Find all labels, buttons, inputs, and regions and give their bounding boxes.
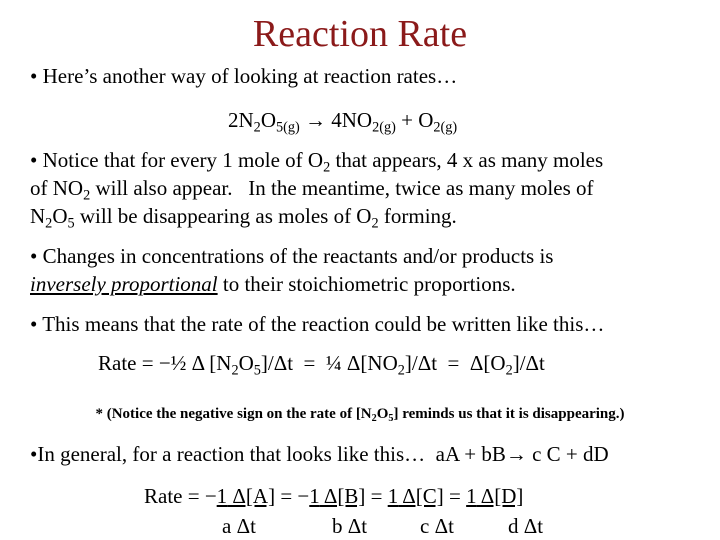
bullet-rate-intro	[30, 310, 604, 338]
text-run: ]/Δt	[512, 351, 545, 375]
delta-t: Δt	[434, 514, 454, 538]
subscript: 2	[83, 187, 91, 204]
subscript: 2	[323, 159, 331, 176]
text-run: O	[52, 204, 68, 228]
delta-term: Δ[B]	[319, 484, 366, 508]
delta-term: Δ[A]	[227, 484, 276, 508]
bullet-line	[30, 146, 603, 174]
bullet-marker: •	[30, 64, 38, 88]
denominator-d	[508, 512, 543, 540]
text-run: O	[238, 351, 254, 375]
bullet-marker: •	[30, 312, 38, 336]
eq-element: O	[260, 108, 276, 132]
minus-sign: −	[204, 484, 217, 508]
fraction-numerator: 1	[309, 484, 320, 508]
fraction-numerator: 1	[466, 484, 477, 508]
bullet-line	[30, 270, 553, 298]
bullet-marker: •	[30, 442, 38, 466]
subscript: 2	[371, 215, 379, 232]
reaction-arrow-icon: →	[305, 108, 327, 132]
text-run: of NO	[30, 176, 84, 200]
eq-subscript: 2	[253, 119, 261, 136]
text-run: ]/Δt = ¼ Δ[NO	[260, 351, 398, 375]
denominator-b	[332, 512, 367, 540]
eq-element: N	[238, 108, 254, 132]
bullet-marker: •	[30, 244, 38, 268]
text-run: In general, for a reaction that looks like this… aA + bB→ c C + dD	[37, 442, 609, 466]
negative-sign-note	[0, 406, 720, 423]
coefficient: d	[508, 514, 519, 538]
subscript: 2	[505, 362, 513, 379]
bullet-mole-ratio	[30, 146, 603, 230]
decomposition-equation	[228, 106, 457, 134]
emphasis-text: inversely proportional	[30, 272, 218, 296]
bullet-line	[30, 202, 603, 230]
subscript: 2	[397, 362, 405, 379]
subscript: 5	[388, 413, 394, 425]
eq-subscript: 2(g)	[372, 119, 396, 136]
eq-element: NO	[341, 108, 373, 132]
text-run: Rate =	[144, 484, 200, 508]
coefficient: b	[332, 514, 343, 538]
text-run: ]/Δt = Δ[O	[404, 351, 506, 375]
minus-sign: −	[297, 484, 310, 508]
eq-subscript: 2(g)	[433, 119, 458, 136]
text-run: Notice that for every 1 mole of O	[42, 148, 324, 172]
text-run: This means that the rate of the reaction could be written like this…	[42, 312, 605, 336]
slide-title: Reaction Rate	[252, 13, 468, 55]
fraction-numerator: 1	[387, 484, 399, 508]
equals-sign: =	[443, 484, 467, 508]
text-run: ] reminds us that it is disappearing.)	[393, 406, 625, 422]
delta-t: Δt	[347, 514, 368, 538]
text-run: Changes in concentrations of the reactants and/or products is	[42, 244, 554, 268]
eq-state: (g)	[283, 119, 300, 136]
denominator-c	[420, 512, 454, 540]
denominator-a	[222, 512, 256, 540]
eq-subscript: 5	[275, 119, 284, 136]
bullet-marker: •	[30, 148, 38, 172]
bullet-line	[30, 174, 603, 202]
general-rate-expression	[144, 482, 523, 510]
subscript: 5	[253, 362, 261, 379]
delta-term: Δ[D]	[476, 484, 524, 508]
text-run: that appears, 4 x as many moles	[330, 148, 604, 172]
subscript: 2	[231, 362, 239, 379]
coefficient: c	[420, 514, 430, 538]
text-run: * (Notice the negative sign on the rate of [N	[95, 406, 372, 422]
bullet-inverse-proportional	[30, 242, 553, 298]
text-run: will also appear. In the meantime, twice as many moles of	[90, 176, 594, 200]
text-run: forming.	[378, 204, 457, 228]
equals-sign: =	[365, 484, 388, 508]
delta-t: Δt	[236, 514, 256, 538]
eq-coefficient: 2	[228, 108, 239, 132]
bullet-general-reaction	[30, 440, 609, 468]
eq-element: O	[418, 108, 434, 132]
text-run: will be disappearing as moles of O	[74, 204, 372, 228]
text-run: to their stoichiometric proportions.	[217, 272, 516, 296]
equals-sign: =	[275, 484, 298, 508]
coefficient: a	[222, 514, 232, 538]
subscript: 5	[67, 215, 75, 232]
bullet-line	[30, 242, 553, 270]
text-run: Rate = −½ Δ [N	[98, 351, 232, 375]
eq-plus: +	[401, 108, 413, 132]
bullet-intro-text: Here’s another way of looking at reaction rates…	[42, 64, 458, 88]
bullet-intro	[30, 62, 457, 90]
subscript: 2	[371, 413, 377, 425]
fraction-numerator: 1	[216, 484, 228, 508]
text-run: O	[376, 406, 389, 422]
text-run: N	[30, 204, 46, 228]
subscript: 2	[45, 215, 53, 232]
rate-equation	[98, 349, 545, 377]
eq-coefficient: 4	[331, 108, 342, 132]
delta-t: Δt	[523, 514, 544, 538]
delta-term: Δ[C]	[398, 484, 444, 508]
